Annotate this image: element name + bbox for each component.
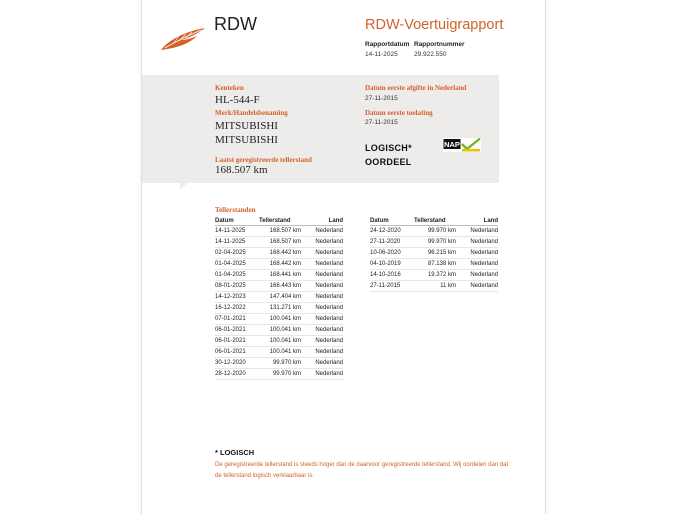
oordeel-line-1: LOGISCH* <box>365 143 412 153</box>
cell-tellerstand: 168.441 km <box>259 270 301 281</box>
table-row <box>215 270 343 281</box>
cell-datum: 30-12-2020 <box>215 358 259 369</box>
cell-tellerstand: 100.041 km <box>259 314 301 325</box>
cell-tellerstand: 11 km <box>414 281 456 292</box>
table-row <box>215 237 343 248</box>
cell-datum: 14-10-2016 <box>370 270 414 281</box>
rapportnummer-value: 29.922.550 <box>414 51 447 58</box>
col-land: Land <box>456 216 498 226</box>
table-row <box>215 336 343 347</box>
cell-tellerstand: 168.442 km <box>259 259 301 270</box>
cell-datum: 01-04-2025 <box>215 270 259 281</box>
oordeel-line-2: OORDEEL <box>365 157 412 167</box>
cell-land: Nederland <box>301 358 343 369</box>
cell-tellerstand: 100.041 km <box>259 347 301 358</box>
oordeel-text <box>365 141 412 169</box>
cell-tellerstand: 99.970 km <box>414 226 456 237</box>
cell-tellerstand: 147.404 km <box>259 292 301 303</box>
kenteken-label: Kenteken <box>215 84 244 92</box>
table-row <box>370 237 498 248</box>
cell-tellerstand: 100.041 km <box>259 336 301 347</box>
table-row <box>370 270 498 281</box>
tellerstanden-title: Tellerstanden <box>215 206 256 214</box>
col-datum: Datum <box>215 216 259 226</box>
rapportdatum-label: Rapportdatum <box>365 41 410 48</box>
cell-datum: 24-12-2020 <box>370 226 414 237</box>
cell-tellerstand: 96.215 km <box>414 248 456 259</box>
cell-land: Nederland <box>301 259 343 270</box>
table-row <box>215 325 343 336</box>
table-row <box>215 347 343 358</box>
table-row <box>215 248 343 259</box>
cell-datum: 28-12-2020 <box>215 369 259 380</box>
table-row <box>370 259 498 270</box>
cell-land: Nederland <box>301 347 343 358</box>
table-row <box>215 259 343 270</box>
merk-value: MITSUBISHI <box>215 120 278 132</box>
cell-land: Nederland <box>301 270 343 281</box>
cell-datum: 14-12-2023 <box>215 292 259 303</box>
table-row <box>370 248 498 259</box>
cell-datum: 27-11-2020 <box>370 237 414 248</box>
cell-datum: 10-06-2020 <box>370 248 414 259</box>
cell-datum: 06-01-2021 <box>215 347 259 358</box>
col-land: Land <box>301 216 343 226</box>
nap-label: NAP <box>444 140 460 149</box>
cell-datum: 16-12-2022 <box>215 303 259 314</box>
cell-land: Nederland <box>301 314 343 325</box>
cell-datum: 14-11-2025 <box>215 226 259 237</box>
cell-land: Nederland <box>301 336 343 347</box>
cell-land: Nederland <box>301 226 343 237</box>
toelating-value: 27-11-2015 <box>365 119 398 126</box>
col-tellerstand: Tellerstand <box>259 216 301 226</box>
cell-land: Nederland <box>301 325 343 336</box>
table-row <box>215 358 343 369</box>
cell-tellerstand: 99.970 km <box>259 369 301 380</box>
col-tellerstand: Tellerstand <box>414 216 456 226</box>
cell-tellerstand: 87.138 km <box>414 259 456 270</box>
table-row <box>215 281 343 292</box>
cell-datum: 06-01-2021 <box>215 336 259 347</box>
cell-tellerstand: 168.507 km <box>259 226 301 237</box>
cell-datum: 14-11-2025 <box>215 237 259 248</box>
cell-tellerstand: 168.507 km <box>259 237 301 248</box>
rapportnummer-label: Rapportnummer <box>414 41 465 48</box>
cell-land: Nederland <box>456 259 498 270</box>
cell-datum: 02-04-2025 <box>215 248 259 259</box>
cell-land: Nederland <box>301 248 343 259</box>
cell-datum: 07-01-2021 <box>215 314 259 325</box>
table-row <box>215 369 343 380</box>
cell-tellerstand: 168.442 km <box>259 248 301 259</box>
brand-name: RDW <box>214 14 257 34</box>
table-row <box>215 292 343 303</box>
cell-datum: 27-11-2015 <box>370 281 414 292</box>
cell-tellerstand: 99.970 km <box>259 358 301 369</box>
merk-label: Merk/Handelsbenaming <box>215 109 288 117</box>
tellerstand-label: Laatst geregistreerde tellerstand <box>215 156 312 164</box>
cell-land: Nederland <box>456 248 498 259</box>
cell-datum: 06-01-2021 <box>215 325 259 336</box>
cell-tellerstand: 131.271 km <box>259 303 301 314</box>
cell-land: Nederland <box>456 237 498 248</box>
tellerstanden-table-right <box>370 216 498 292</box>
footnote-title: * LOGISCH <box>215 448 255 457</box>
cell-datum: 08-01-2025 <box>215 281 259 292</box>
col-datum: Datum <box>370 216 414 226</box>
toelating-label: Datum eerste toelating <box>365 109 433 117</box>
cell-land: Nederland <box>301 237 343 248</box>
cell-land: Nederland <box>301 369 343 380</box>
afgifte-value: 27-11-2015 <box>365 95 398 102</box>
rdw-logo-icon <box>159 24 207 52</box>
afgifte-label: Datum eerste afgifte in Nederland <box>365 84 467 92</box>
rapportdatum-value: 14-11-2025 <box>365 51 398 58</box>
kenteken-value: HL-544-F <box>215 94 260 106</box>
cell-tellerstand: 100.041 km <box>259 325 301 336</box>
table-row <box>215 303 343 314</box>
report-title: RDW-Voertuigrapport <box>365 17 504 33</box>
cell-land: Nederland <box>456 226 498 237</box>
cell-land: Nederland <box>456 281 498 292</box>
table-row <box>215 226 343 237</box>
cell-datum: 04-10-2019 <box>370 259 414 270</box>
tellerstand-value: 168.507 km <box>215 164 268 176</box>
cell-land: Nederland <box>301 303 343 314</box>
table-row <box>215 314 343 325</box>
cell-land: Nederland <box>301 292 343 303</box>
nap-check-icon <box>443 138 481 152</box>
cell-tellerstand: 166.443 km <box>259 281 301 292</box>
table-row <box>370 281 498 292</box>
band-notch <box>180 182 188 190</box>
tellerstanden-table-left <box>215 216 343 380</box>
report-page <box>141 0 546 514</box>
table-row <box>370 226 498 237</box>
cell-land: Nederland <box>456 270 498 281</box>
cell-datum: 01-04-2025 <box>215 259 259 270</box>
footnote-text: De geregistreerde tellerstand is steeds hoger dan de daarvoor geregistreerde tellerstand. Wij oordelen dan dat de tellerstand logisch verklaarbaar is. <box>215 462 509 479</box>
cell-tellerstand: 19.372 km <box>414 270 456 281</box>
cell-tellerstand: 99.970 km <box>414 237 456 248</box>
handelsbenaming-value: MITSUBISHI <box>215 134 278 146</box>
cell-land: Nederland <box>301 281 343 292</box>
